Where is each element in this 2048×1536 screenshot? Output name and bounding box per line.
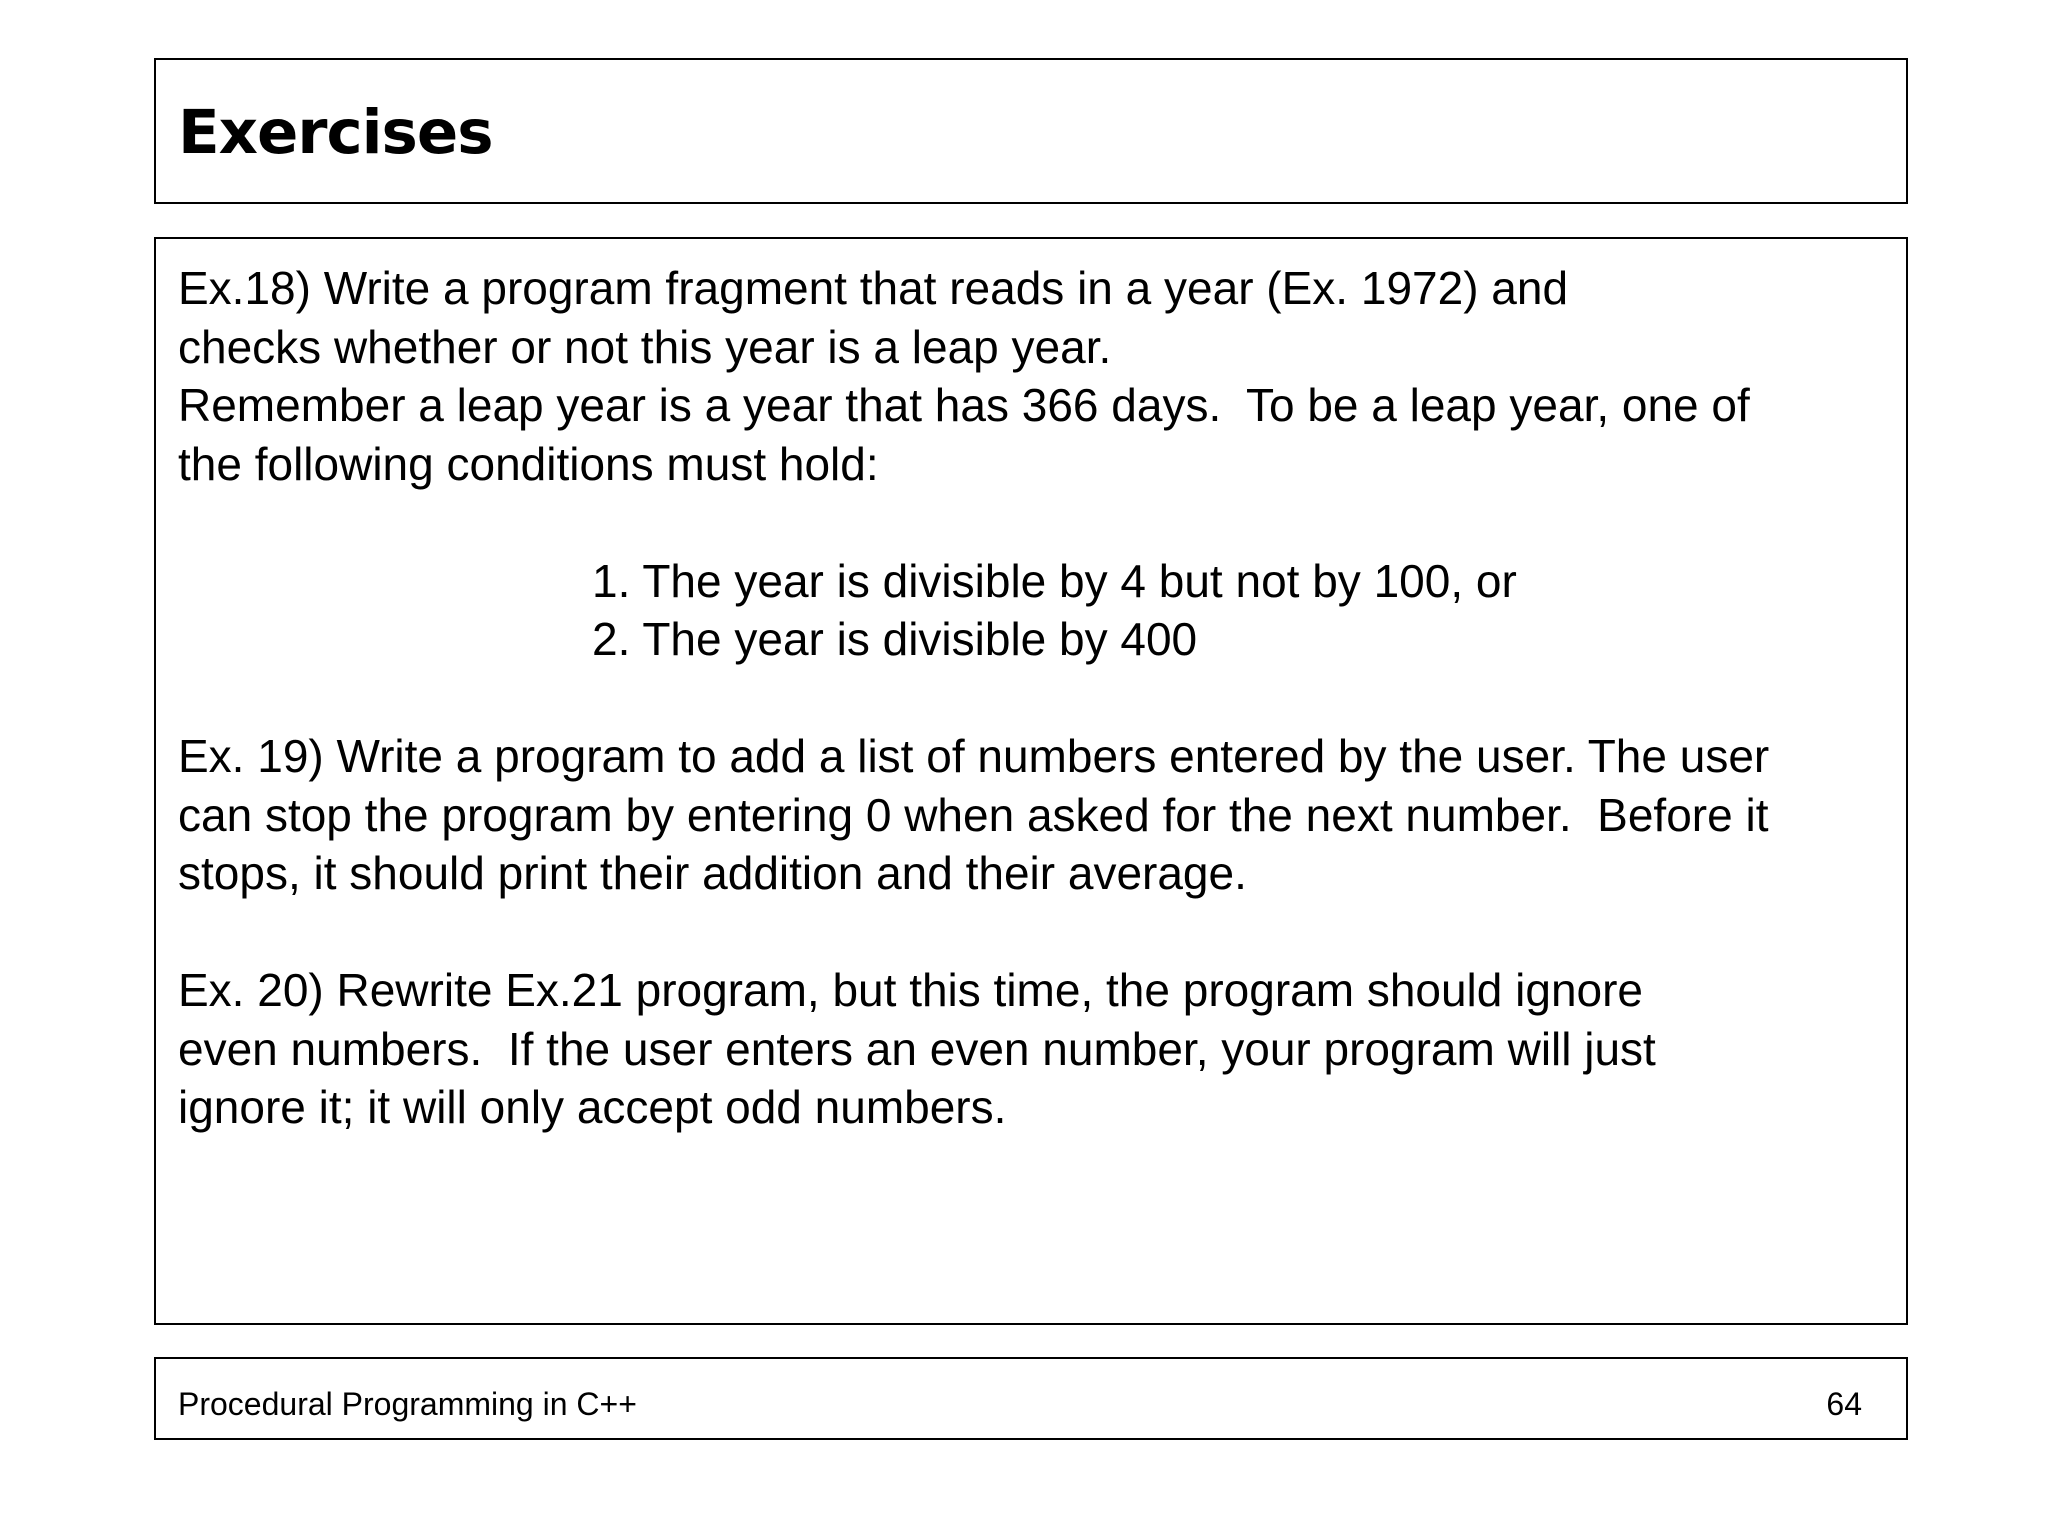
condition-item: 2. The year is divisible by 400: [592, 613, 1198, 665]
exercise-content: [178, 259, 1886, 1137]
condition-item: 1. The year is divisible by 4 but not by 100, or: [592, 554, 1517, 607]
exercise-18: [178, 259, 1886, 669]
title-box: [154, 58, 1908, 204]
exercise-19: [178, 727, 1886, 903]
content-box: [154, 237, 1908, 1325]
slide-title: Exercises: [178, 97, 493, 168]
exercise-20: [178, 961, 1886, 1137]
exercise-20-line-1: Ex. 20) Rewrite Ex.21 program, but this time, the program should ignore: [178, 964, 1644, 1016]
exercise-18-line-3: Remember a leap year is a year that has 366 days. To be a leap year, one of: [178, 379, 1750, 431]
exercise-20-line-3: ignore it; it will only accept odd numbers.: [178, 1081, 1007, 1133]
leap-year-conditions: [178, 552, 1886, 669]
exercise-19-line-1: Ex. 19) Write a program to add a list of numbers entered by the user. The user: [178, 730, 1770, 782]
exercise-18-line-1: Ex.18) Write a program fragment that reads in a year (Ex. 1972) and: [178, 262, 1569, 314]
spacer: [178, 903, 1886, 962]
spacer: [178, 669, 1886, 728]
exercise-19-line-2: can stop the program by entering 0 when asked for the next number. Before it: [178, 788, 1769, 841]
exercise-18-line-4: the following conditions must hold:: [178, 437, 879, 490]
spacer: [178, 493, 1886, 552]
page-number: 64: [1826, 1386, 1862, 1422]
exercise-18-line-2: checks whether or not this year is a leap year.: [178, 320, 1112, 373]
exercise-19-line-3: stops, it should print their addition and their average.: [178, 847, 1247, 899]
exercise-20-line-2: even numbers. If the user enters an even number, your program will just: [178, 1022, 1656, 1075]
footer-box: [154, 1357, 1908, 1440]
course-title: Procedural Programming in C++: [178, 1386, 637, 1422]
